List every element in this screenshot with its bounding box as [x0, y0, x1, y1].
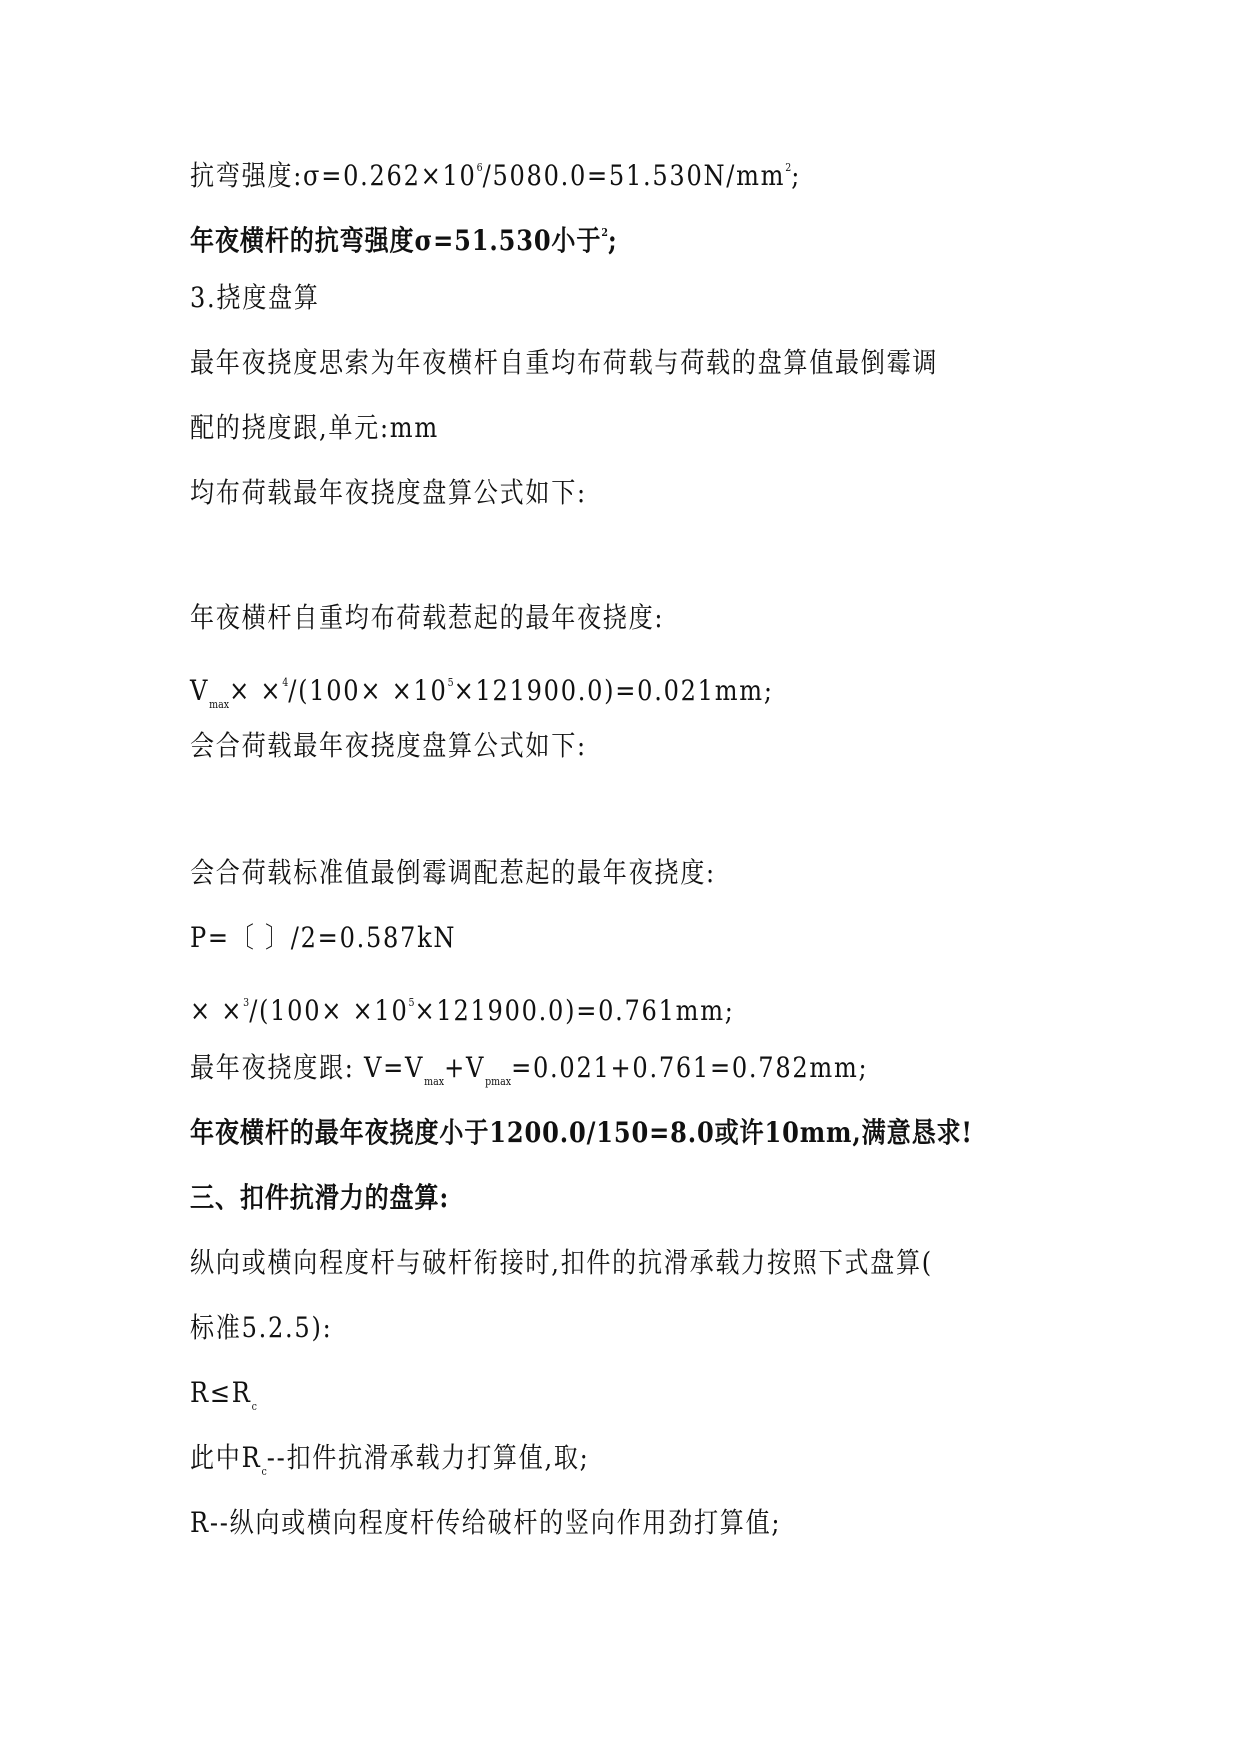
inequality-formula: $R\le R_c$: [190, 1376, 257, 1413]
paragraph-line: 标准5.2.5):: [190, 1311, 333, 1344]
paragraph-line: 会合荷载最年夜挠度盘算公式如下:: [190, 729, 587, 762]
definition-r: R--纵向或横向程度杆传给破杆的竖向作用劲打算值;: [190, 1506, 782, 1539]
deflection-conclusion: 年夜横杆的最年夜挠度小于1200.0/150=8.0或许10mm,满意恳求!: [190, 1116, 973, 1149]
definition-rc: 此中$R_c--$扣件抗滑承载力打算值,取;: [190, 1441, 590, 1478]
paragraph-line: 年夜横杆自重均布荷载惹起的最年夜挠度:: [190, 601, 665, 634]
paragraph-line: 配的挠度跟,单元:mm: [190, 411, 439, 444]
total-deflection-formula: 最年夜挠度跟: $V=V_{max}+V_{pmax}=0.021+0.761=0.782mm$;: [190, 1051, 869, 1088]
bending-strength-formula: 抗弯强度$:\sigma=0.262\times 10^6/5080.0=51.530N/mm^2$;: [190, 159, 802, 192]
bending-strength-conclusion: 年夜横杆的抗弯强度σ=51.530小于$^2$;: [190, 224, 618, 257]
paragraph-line: 纵向或横向程度杆与破杆衔接时,扣件的抗滑承载力按照下式盘算(: [190, 1246, 933, 1279]
uniform-load-deflection-formula: $V_{max}\times \times^4/(100\times \times 10^5\times 121900.0)=0.021mm$;: [190, 674, 774, 711]
concentrated-load-formula: P=〔 〕/2=0.587kN: [190, 921, 457, 954]
paragraph-line: 均布荷载最年夜挠度盘算公式如下:: [190, 476, 587, 509]
section-heading-fastener: 三、扣件抗滑力的盘算:: [190, 1181, 450, 1214]
paragraph-line: 最年夜挠度思索为年夜横杆自重均布荷载与荷载的盘算值最倒霉调: [190, 346, 939, 379]
concentrated-load-deflection-formula: × $\times^3/(100\times \times 10^5\times 121900.0)=0.761mm$;: [190, 994, 735, 1027]
section-heading-deflection: 3.挠度盘算: [190, 281, 320, 314]
paragraph-line: 会合荷载标准值最倒霉调配惹起的最年夜挠度:: [190, 856, 716, 889]
